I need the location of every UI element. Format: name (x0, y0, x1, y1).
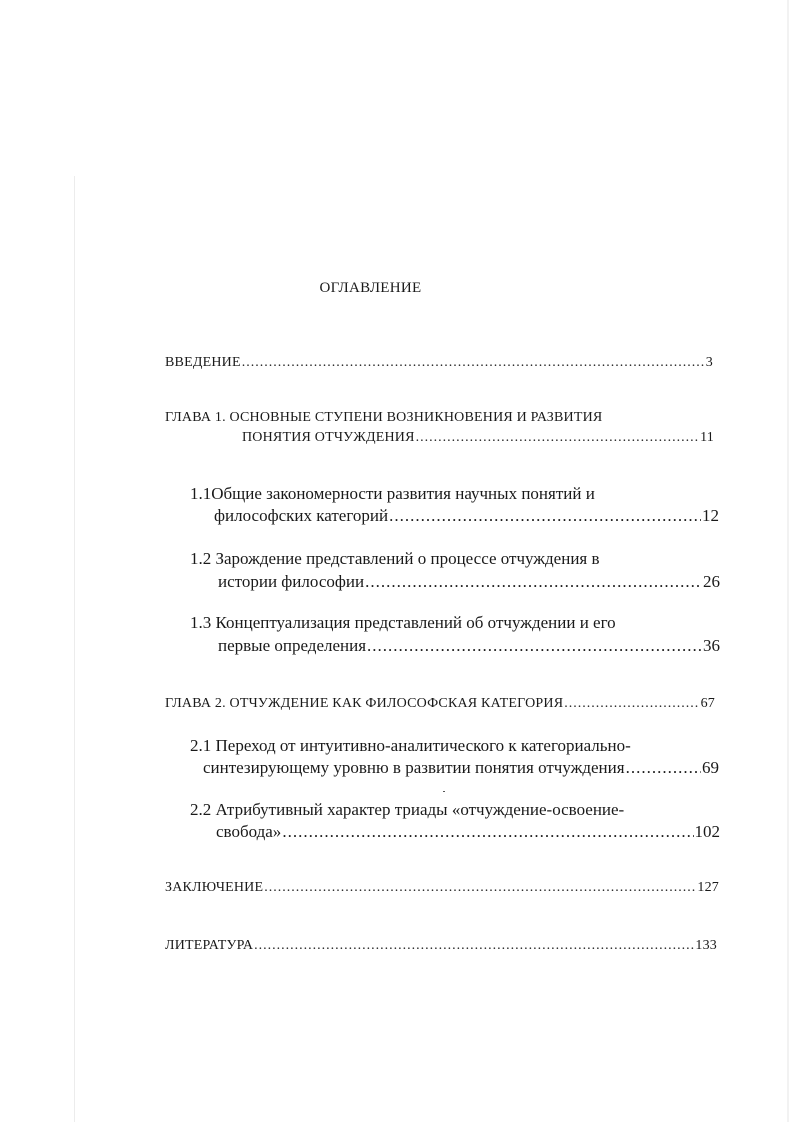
toc-section-1-2-line1: 1.2 Зарождение представлений о процессе отчуждения в (190, 549, 600, 568)
toc-entry-section-2-2 (216, 822, 720, 842)
dot-leader (365, 572, 702, 592)
toc-entry-chapter2 (165, 696, 715, 712)
toc-entry-label: философских категорий (214, 506, 389, 525)
toc-entry-section-2-1 (203, 758, 719, 778)
toc-entry-section-1-3 (218, 636, 720, 656)
toc-section-2-2-line1: 2.2 Атрибутивный характер триады «отчуждение-освоение- (190, 800, 625, 819)
toc-page-number: 133 (695, 938, 717, 953)
toc-page-number: 11 (700, 430, 714, 445)
toc-page-number: 67 (700, 696, 715, 711)
toc-page-number: 12 (702, 506, 719, 525)
toc-page-number: 69 (702, 758, 719, 777)
dot-leader (282, 822, 693, 842)
toc-entry-label: ПОНЯТИЯ ОТЧУЖДЕНИЯ (242, 430, 415, 445)
dot-leader (389, 506, 701, 526)
toc-entry-section-1-2 (218, 572, 720, 592)
dot-leader (254, 938, 694, 954)
toc-section-1-1-line1: 1.1Общие закономерности развития научных понятий и (190, 484, 595, 503)
dot-leader (416, 430, 699, 446)
dot-leader (626, 758, 701, 778)
toc-entry-literature (165, 938, 717, 954)
toc-page-number: 102 (694, 822, 720, 841)
scan-shadow-edge (74, 176, 75, 1122)
scan-speck (443, 791, 445, 792)
toc-entry-chapter1 (242, 430, 714, 446)
scan-shadow-edge-right (787, 0, 789, 1122)
toc-page-number: 127 (697, 880, 719, 895)
toc-entry-conclusion (165, 880, 719, 896)
toc-entry-label: ЗАКЛЮЧЕНИЕ (165, 880, 264, 895)
toc-entry-label: первые определения (218, 636, 367, 655)
toc-section-1-3-line1: 1.3 Концептуализация представлений об отчуждении и его (190, 613, 616, 632)
toc-entry-label: свобода» (216, 822, 282, 841)
dot-leader (242, 355, 705, 371)
toc-entry-label: ГЛАВА 2. ОТЧУЖДЕНИЕ КАК ФИЛОСОФСКАЯ КАТЕГОРИЯ (165, 696, 564, 711)
toc-title: ОГЛАВЛЕНИЕ (319, 280, 422, 296)
toc-page-number: 3 (705, 355, 713, 370)
toc-entry-label: синтезирующему уровню в развитии понятия отчуждения (203, 758, 625, 777)
toc-entry-section-1-1 (214, 506, 719, 526)
dot-leader (264, 880, 696, 896)
toc-page-number: 26 (703, 572, 720, 591)
toc-entry-label: ВВЕДЕНИЕ (165, 355, 241, 370)
toc-page-number: 36 (703, 636, 720, 655)
dot-leader (564, 696, 699, 712)
toc-entry-label: ЛИТЕРАТУРА (165, 938, 254, 953)
toc-section-2-1-line1: 2.1 Переход от интуитивно-аналитического к категориально- (190, 736, 631, 755)
toc-chapter1-title-line1: ГЛАВА 1. ОСНОВНЫЕ СТУПЕНИ ВОЗНИКНОВЕНИЯ И РАЗВИТИЯ (165, 410, 603, 425)
toc-entry-introduction (165, 355, 713, 371)
toc-entry-label: истории философии (218, 572, 365, 591)
dot-leader (367, 636, 702, 656)
